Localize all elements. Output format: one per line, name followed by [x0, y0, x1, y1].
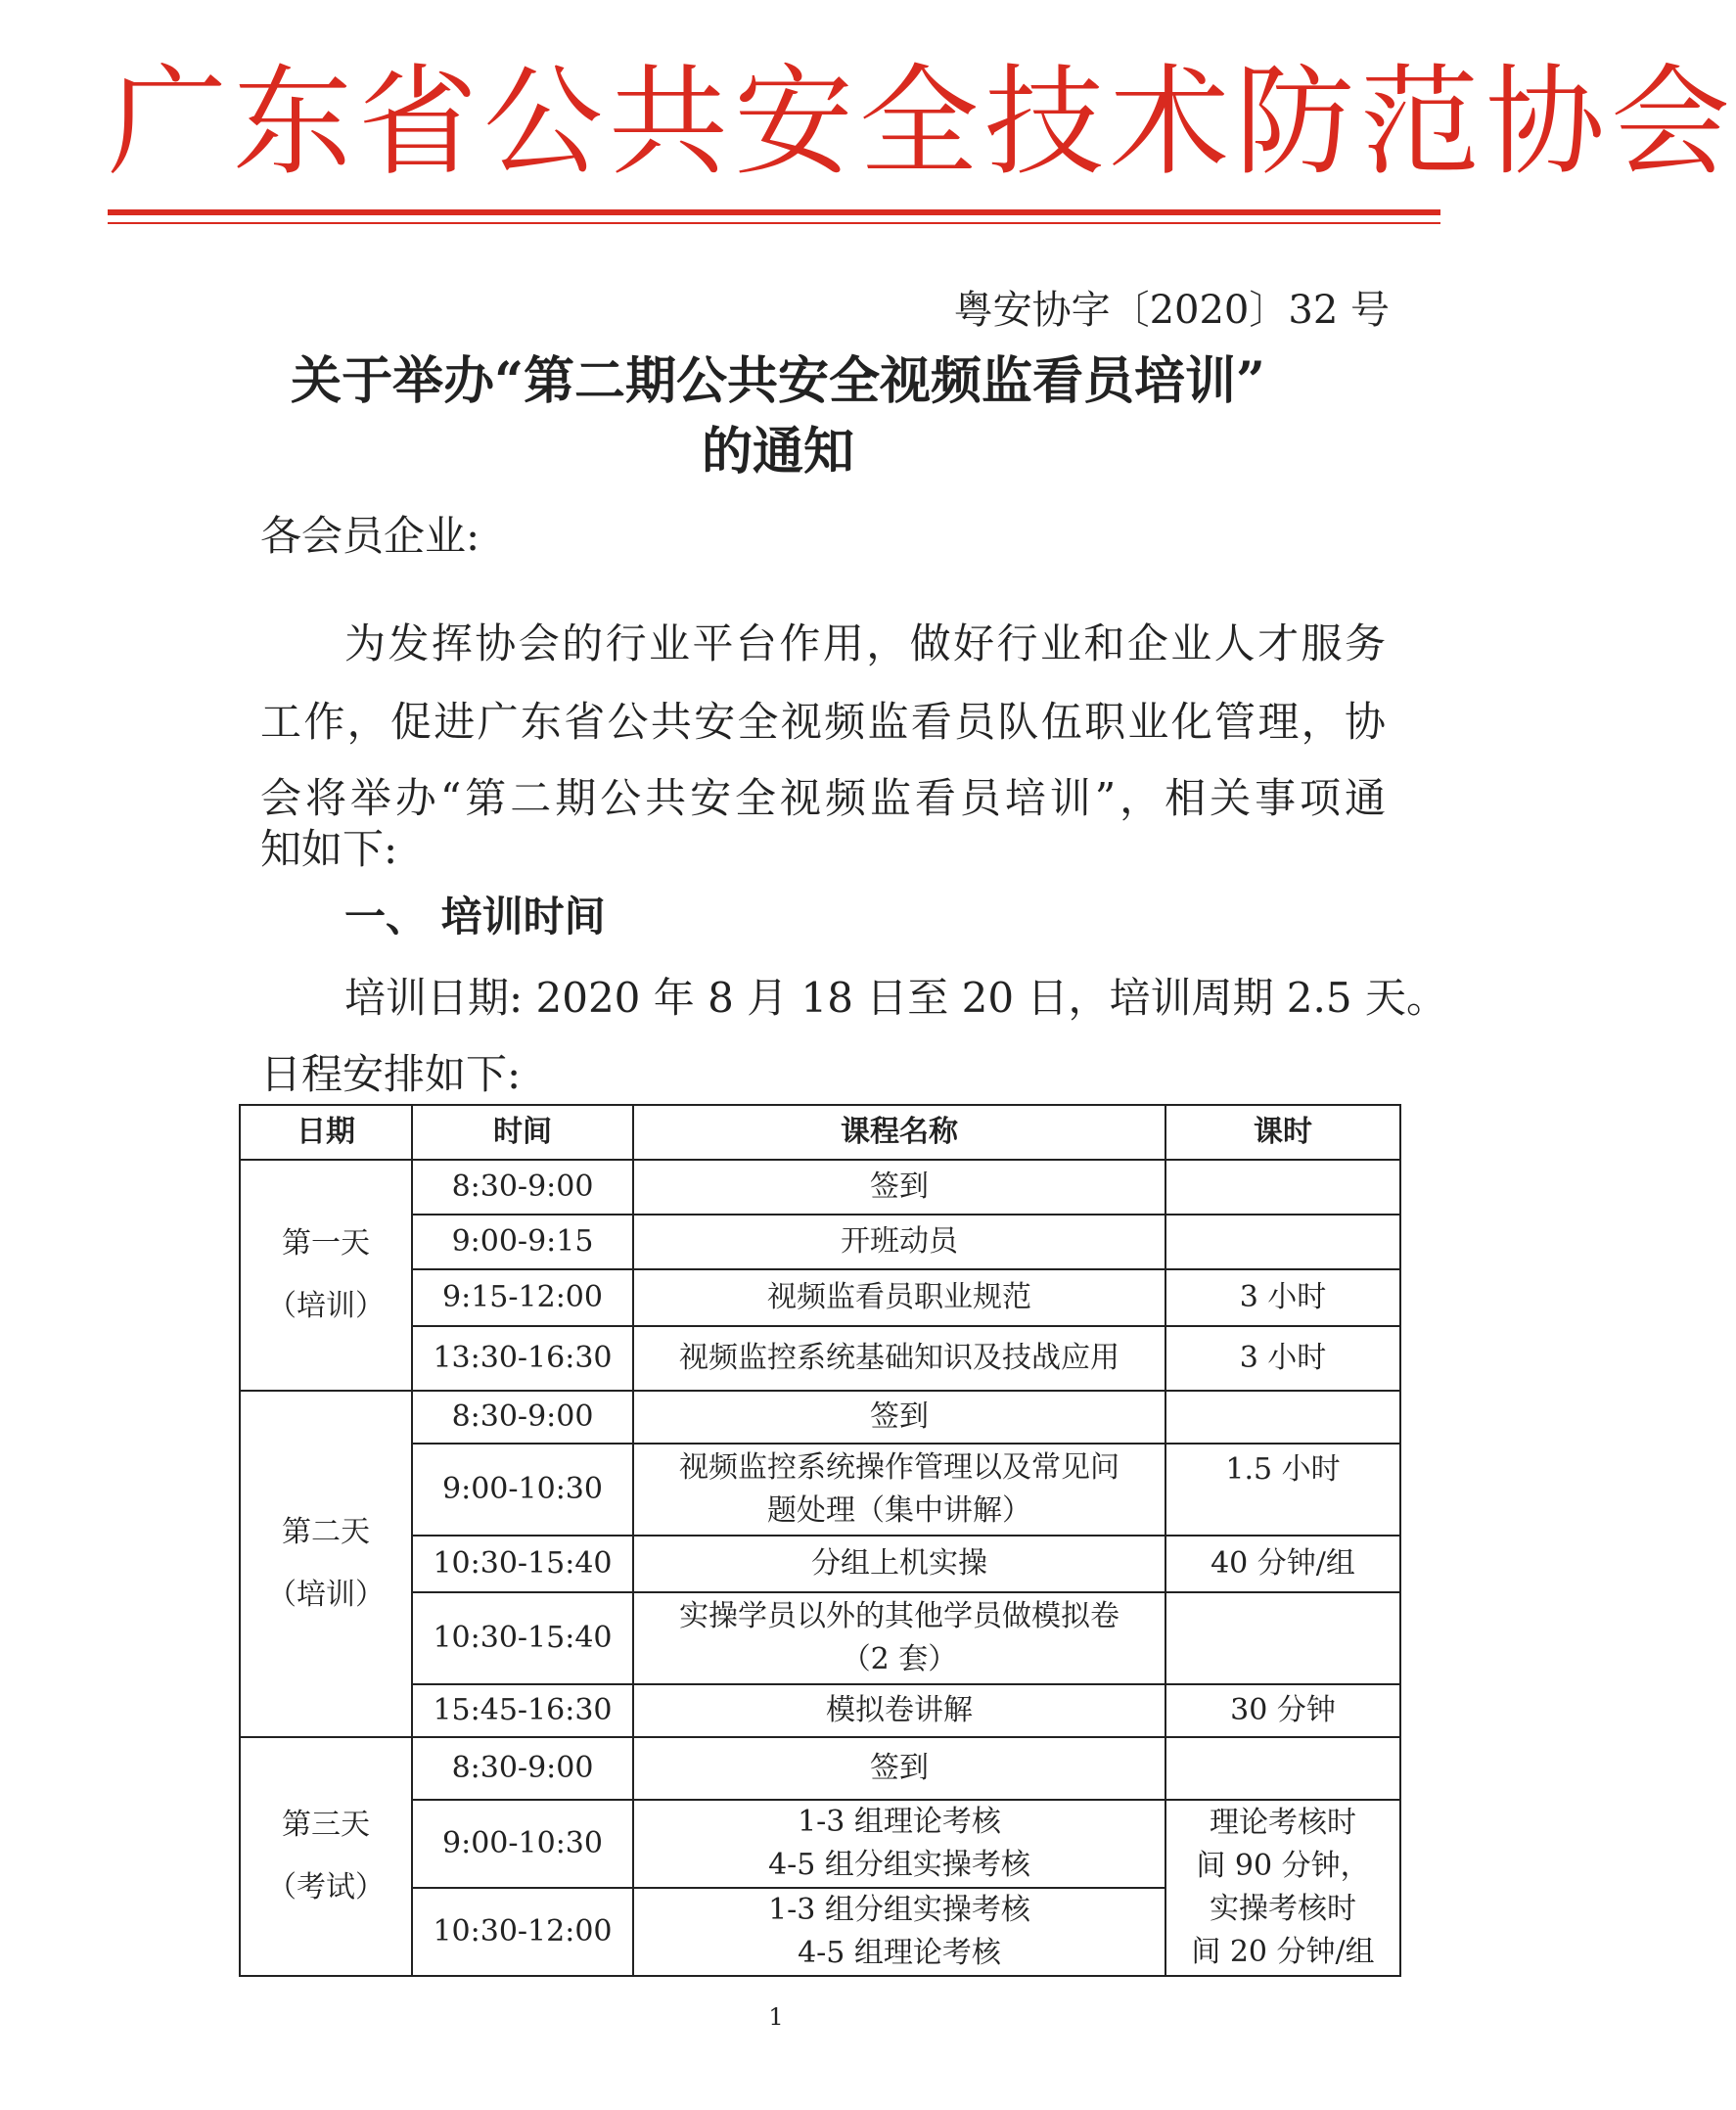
letterhead-rule-thin: [108, 222, 1440, 224]
hours-line: 间 90 分钟，: [1196, 1849, 1370, 1883]
course-cell: 签到: [633, 1391, 1165, 1444]
section-heading-training-time: 一、 培训时间: [344, 893, 606, 940]
intro-line-4: 知如下:: [260, 825, 398, 873]
hours-cell: 30 分钟: [1165, 1684, 1400, 1737]
time-cell: 9:00-10:30: [412, 1444, 633, 1536]
hours-cell: 1.5 小时: [1165, 1444, 1400, 1536]
letterhead-org-name: 广东省公共安全技术防范协会: [108, 53, 1736, 192]
time-cell: 13:30-16:30: [412, 1326, 633, 1391]
table-row: [240, 1269, 1400, 1326]
schedule-intro: 日程安排如下:: [260, 1050, 522, 1098]
page-number: 1: [768, 2003, 784, 2031]
course-cell: 视频监看员职业规范: [633, 1269, 1165, 1326]
hours-cell-shared: [1165, 1800, 1400, 1976]
document-title-line-2: 的通知: [701, 422, 854, 482]
course-line: 实操学员以外的其他学员做模拟卷: [679, 1599, 1119, 1633]
table-row: [240, 1326, 1400, 1391]
course-cell: [633, 1800, 1165, 1888]
hours-cell: 3 小时: [1165, 1269, 1400, 1326]
course-cell: [633, 1444, 1165, 1536]
course-cell: 签到: [633, 1737, 1165, 1800]
letterhead-rule-thick: [108, 209, 1440, 215]
course-line: 题处理（集中讲解）: [767, 1493, 1031, 1528]
table-row: [240, 1684, 1400, 1737]
table-row: [240, 1737, 1400, 1800]
time-cell: 9:15-12:00: [412, 1269, 633, 1326]
course-cell: 模拟卷讲解: [633, 1684, 1165, 1737]
course-cell: [633, 1592, 1165, 1684]
time-cell: 10:30-15:40: [412, 1536, 633, 1592]
hours-line: 间 20 分钟/组: [1191, 1935, 1375, 1969]
hours-cell: [1165, 1592, 1400, 1684]
document-title-line-1: 关于举办“第二期公共安全视频监看员培训”: [291, 351, 1265, 411]
day-sub: （培训）: [267, 1578, 385, 1612]
course-line: 1-3 组分组实操考核: [768, 1893, 1030, 1927]
table-row: [240, 1444, 1400, 1536]
table-row: [240, 1160, 1400, 1215]
day-sub: （培训）: [267, 1289, 385, 1323]
day-cell: [240, 1160, 412, 1391]
schedule-table: [239, 1104, 1401, 1977]
course-cell: [633, 1888, 1165, 1976]
intro-line-3: 会将举办“第二期公共安全视频监看员培训”，相关事项通: [260, 774, 1386, 822]
time-cell: 10:30-12:00: [412, 1888, 633, 1976]
header-date: 日期: [240, 1105, 412, 1160]
hours-line: 理论考核时: [1210, 1806, 1356, 1840]
course-line: 4-5 组分组实操考核: [768, 1848, 1030, 1882]
course-cell: 开班动员: [633, 1215, 1165, 1269]
day-label: 第一天: [282, 1226, 370, 1261]
header-hours: 课时: [1165, 1105, 1400, 1160]
table-row: [240, 1800, 1400, 1888]
time-cell: 8:30-9:00: [412, 1391, 633, 1444]
time-cell: 8:30-9:00: [412, 1160, 633, 1215]
hours-cell: [1165, 1160, 1400, 1215]
course-cell: 签到: [633, 1160, 1165, 1215]
time-cell: 9:00-9:15: [412, 1215, 633, 1269]
table-row: [240, 1536, 1400, 1592]
day-label: 第三天: [282, 1808, 370, 1842]
day-sub: （考试）: [267, 1870, 385, 1904]
time-cell: 8:30-9:00: [412, 1737, 633, 1800]
table-row: [240, 1215, 1400, 1269]
hours-cell: [1165, 1215, 1400, 1269]
training-date: 培训日期: 2020 年 8 月 18 日至 20 日，培训周期 2.5 天。: [344, 974, 1447, 1022]
table-row: [240, 1391, 1400, 1444]
course-line: 4-5 组理论考核: [798, 1936, 1001, 1970]
day-label: 第二天: [282, 1515, 370, 1549]
course-cell: 分组上机实操: [633, 1536, 1165, 1592]
course-line: 1-3 组理论考核: [798, 1805, 1001, 1839]
table-row: [240, 1592, 1400, 1684]
hours-line: 实操考核时: [1210, 1892, 1356, 1926]
header-course: 课程名称: [633, 1105, 1165, 1160]
intro-line-1: 为发挥协会的行业平台作用，做好行业和企业人才服务: [344, 619, 1386, 667]
intro-line-2: 工作，促进广东省公共安全视频监看员队伍职业化管理，协: [260, 698, 1386, 746]
course-line: 视频监控系统操作管理以及常见问: [679, 1450, 1119, 1485]
time-cell: 15:45-16:30: [412, 1684, 633, 1737]
table-header-row: [240, 1105, 1400, 1160]
hours-cell: 40 分钟/组: [1165, 1536, 1400, 1592]
time-cell: 9:00-10:30: [412, 1800, 633, 1888]
salutation: 各会员企业:: [260, 512, 480, 560]
course-line: （2 套）: [841, 1642, 958, 1676]
hours-cell: 3 小时: [1165, 1326, 1400, 1391]
hours-cell: [1165, 1391, 1400, 1444]
day-cell: [240, 1737, 412, 1976]
hours-cell: [1165, 1737, 1400, 1800]
document-number: 粤安协字〔2020〕32 号: [953, 288, 1390, 333]
course-cell: 视频监控系统基础知识及技战应用: [633, 1326, 1165, 1391]
day-cell: [240, 1391, 412, 1737]
time-cell: 10:30-15:40: [412, 1592, 633, 1684]
header-time: 时间: [412, 1105, 633, 1160]
